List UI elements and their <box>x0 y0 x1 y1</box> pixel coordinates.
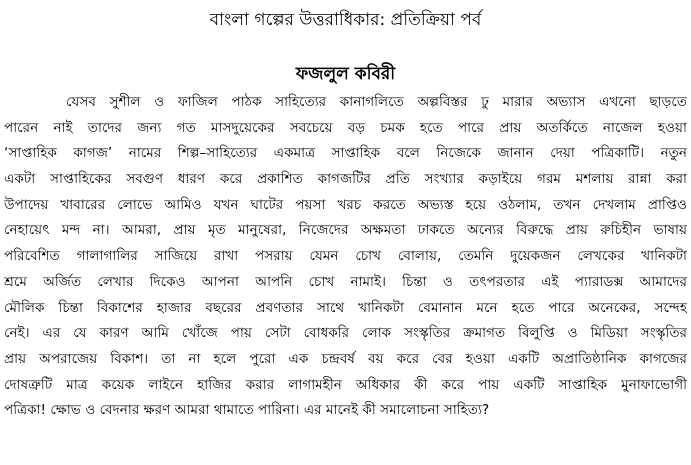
article-title: বাংলা গল্পের উত্তরাধিকার: প্রতিক্রিয়া পর্ব <box>209 10 482 30</box>
body-line: পারেন নাই তাদের জন্য গত মাসদুয়েকের সবচেয়ে বড় চমক হতে পারে প্রায় অতর্কিতে নাজেল হওয়া <box>4 119 687 136</box>
body-line: মৌলিক চিন্তা বিকাশের হাজার বছরের প্রবণতার সাথে খানিকটা বেমানান মনে হতে পারে অনেকের, সন্দেহ <box>4 299 687 316</box>
body-line: নেই। এর যে কারণ আমি খোঁজে পায় সেটা বোধকরি লোক সংস্কৃতির ক্রমাগত বিলুপ্তি ও মিডিয়া সংস্কৃতির <box>4 325 687 342</box>
body-line: ‘সাপ্তাহিক কাগজ’ নামের শিল্প–সাহিত্যের একমাত্র সাপ্তাহিক বলে নিজেকে জানান দেয়া পত্রিকাটি। নতুন <box>4 145 687 162</box>
body-line: শ্রমে অর্জিত লেখার দিকেও আপনা আপনি চোখ নামাই। চিন্তা ও তৎপরতার এই প্যারাডক্স আমাদের <box>4 273 687 290</box>
body-line: নেহায়েৎ মন্দ না। আমরা, প্রায় মৃত মানুষেরা, নিজেদের অক্ষমতা ঢাকতে অন্যের বিরুদ্ধে প্রায় রুচিহীন ভাষায় <box>4 222 687 239</box>
body-line: যেসব সুশীল ও ফাজিল পাঠক সাহিত্যের কানাগলিতে অল্পবিস্তর ঢু মারার অভ্যাস এখনো ছাড়তে <box>66 94 687 110</box>
body-line: একটা সাপ্তাহিকের সবগুণ ধারণ করে প্রকাশিত কাগজটির প্রতি সংখ্যার কড়াইয়ে গরম মশলায় রান্না করা <box>4 171 687 188</box>
body-line: পত্রিকা! ক্ষোভ ও বেদনার ক্ষরণ আমরা থামাতে পারিনা। এর মানেই কী সমালোচনা সাহিত্য? <box>4 402 490 419</box>
body-line: উপাদেয় খাবারের লোভে আমিও যখন ঘাটের পয়সা খরচ করতে অভ্যস্ত হয়ে ওঠলাম, তখন দেখলাম প্রাপ্তিও <box>4 196 687 213</box>
body-line: প্রায় অপরাজেয় বিকাশ। তা না হলে পুরো এক চন্দ্রবর্ষ বয় করে বের হওয়া একটি অপ্রাতিষ্ঠানিক কাগজের <box>4 350 687 367</box>
body-line: পরিবেশিত গালাগালির সাজিয়ে রাখা পসরায় যেমন চোখ বোলায়, তেমনি দুয়েকজন লেখকের খানিকটা <box>4 248 687 265</box>
article-author: ফজলুল কবিরী <box>295 64 396 84</box>
article-body <box>4 90 687 424</box>
body-line: দোষত্রুটি মাত্র কয়েক লাইনে হাজির করার লাগামহীন অধিকার কী করে পায় একটি সাপ্তাহিক মুনাফাভোগী <box>4 376 687 393</box>
